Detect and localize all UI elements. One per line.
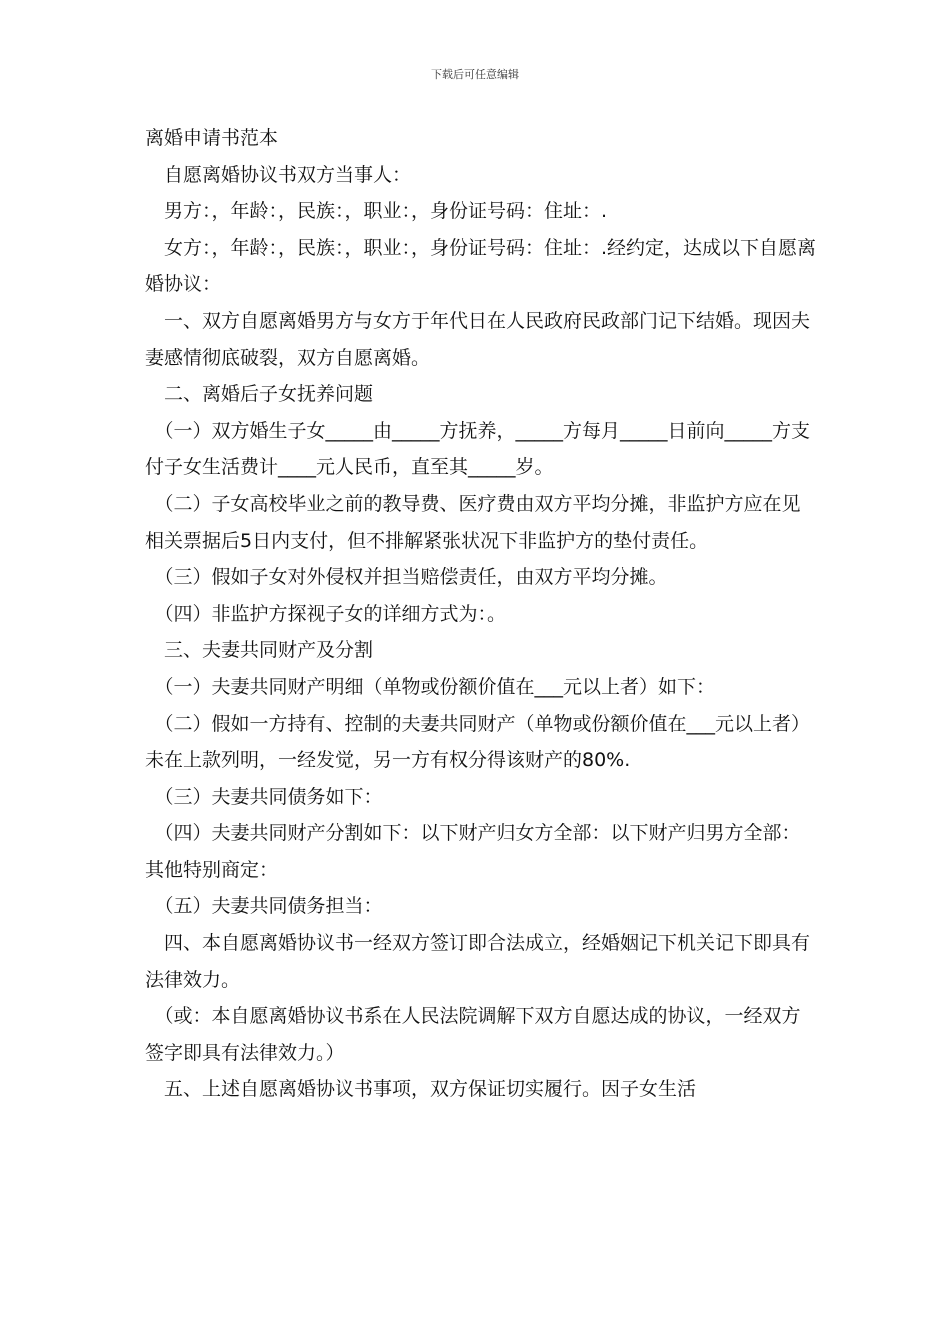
paragraph: （三）夫妻共同债务如下：	[145, 785, 383, 808]
paragraph: （二）假如一方持有、控制的夫妻共同财产（单物或份额价值在___元以上者）未在上款列明，一经发觉，另一方有权分得该财产的80%.	[145, 712, 811, 772]
paragraph: （四）夫妻共同财产分割如下：以下财产归女方全部：以下财产归男方全部：其他特别商定：	[145, 822, 801, 881]
page-header: 下载后可任意编辑	[431, 68, 519, 81]
paragraph: 四、本自愿离婚协议书一经双方签订即合法成立，经婚姻记下机关记下即具有法律效力。	[145, 932, 811, 991]
paragraph: （一）夫妻共同财产明细（单物或份额价值在___元以上者）如下：	[145, 675, 716, 698]
document-title: 离婚申请书范本	[145, 127, 279, 149]
paragraph: 自愿离婚协议书双方当事人：	[145, 163, 412, 186]
paragraph: （或：本自愿离婚协议书系在人民法院调解下双方自愿达成的协议，一经双方签字即具有法律效力。）	[145, 1005, 801, 1064]
paragraph: （五）夫妻共同债务担当：	[145, 895, 383, 918]
section-heading: 二、离婚后子女抚养问题	[145, 383, 374, 406]
paragraph: （一）双方婚生子女_____由_____方抚养，_____方每月_____日前向_____方支付子女生活费计____元人民币，直至其_____岁。	[145, 419, 811, 479]
paragraph: （三）假如子女对外侵权并担当赔偿责任，由双方平均分摊。	[145, 566, 668, 589]
paragraph: 五、上述自愿离婚协议书事项，双方保证切实履行。因子女生活	[145, 1078, 697, 1101]
section-heading: 三、夫妻共同财产及分割	[145, 639, 374, 662]
document-body	[145, 120, 817, 1108]
paragraph: （四）非监护方探视子女的详细方式为：。	[145, 602, 507, 625]
paragraph: 女方：，年龄：，民族：，职业：，身份证号码：住址：.经约定，达成以下自愿离婚协议：	[145, 236, 817, 296]
paragraph: （二）子女高校毕业之前的教导费、医疗费由双方平均分摊，非监护方应在见相关票据后5日内支付，但不排解紧张状况下非监护方的垫付责任。	[145, 492, 801, 552]
paragraph: 一、双方自愿离婚男方与女方于年代日在人民政府民政部门记下结婚。现因夫妻感情彻底破裂，双方自愿离婚。	[145, 309, 811, 369]
paragraph: 男方：，年龄：，民族：，职业：，身份证号码：住址：.	[145, 200, 608, 223]
